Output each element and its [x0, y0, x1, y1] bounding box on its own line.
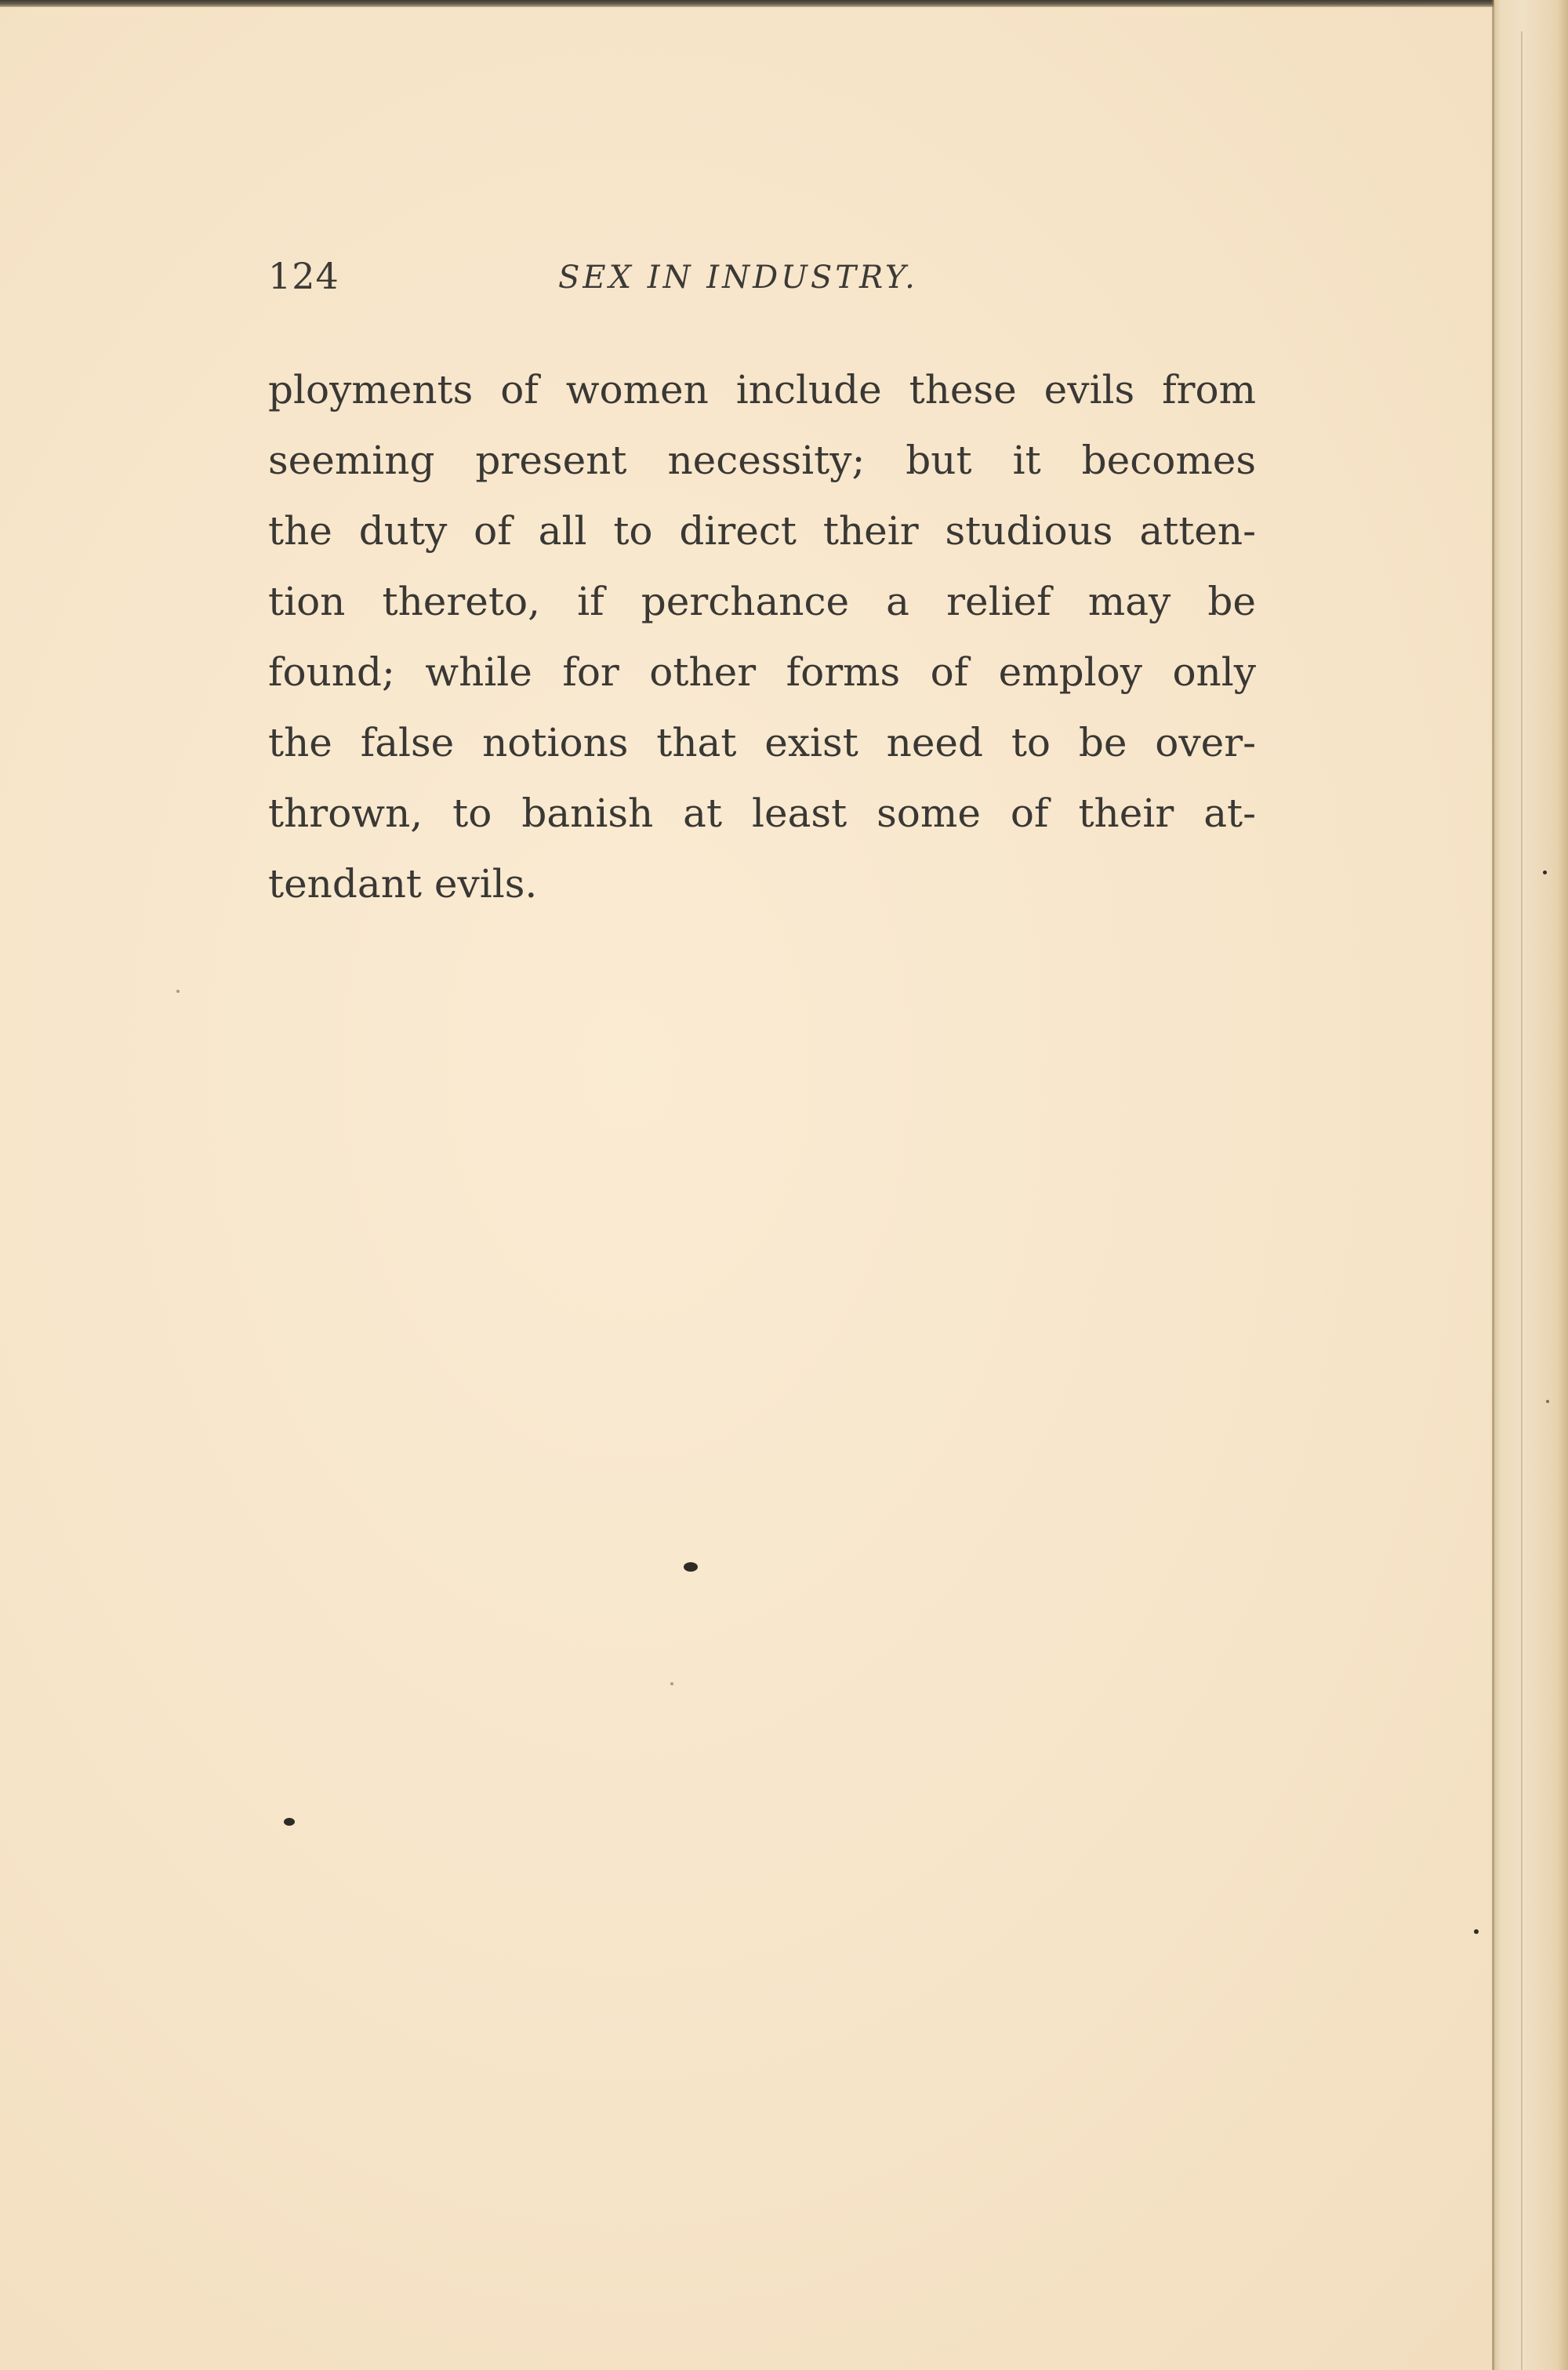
text-line: tion thereto, if perchance a relief may be — [268, 579, 1256, 624]
ink-speck — [684, 1562, 698, 1572]
body-paragraph — [268, 354, 1256, 919]
page-gutter — [1494, 0, 1568, 2370]
ink-speck — [1546, 1400, 1549, 1403]
gutter-line — [1492, 0, 1494, 2370]
text-line: found; while for other forms of employ only — [268, 649, 1256, 695]
ink-speck — [284, 1818, 295, 1826]
page-top-edge — [0, 0, 1494, 7]
running-head — [268, 255, 974, 310]
text-line: thrown, to banish at least some of their at- — [268, 791, 1256, 836]
text-line: the duty of all to direct their studious atten- — [268, 508, 1256, 554]
text-line: the false notions that exist need to be over- — [268, 720, 1256, 765]
ink-speck — [1543, 871, 1547, 874]
ink-speck — [670, 1682, 673, 1685]
gutter-line-inner — [1521, 31, 1523, 2370]
ink-speck — [176, 990, 180, 993]
text-line: tendant evils. — [268, 861, 538, 907]
page-number: 124 — [268, 255, 339, 297]
text-line: ployments of women include these evils from — [268, 367, 1256, 413]
text-line: seeming present necessity; but it becomes — [268, 438, 1256, 483]
ink-speck — [1474, 1929, 1479, 1934]
running-title: SEX IN INDUSTRY. — [558, 260, 918, 296]
